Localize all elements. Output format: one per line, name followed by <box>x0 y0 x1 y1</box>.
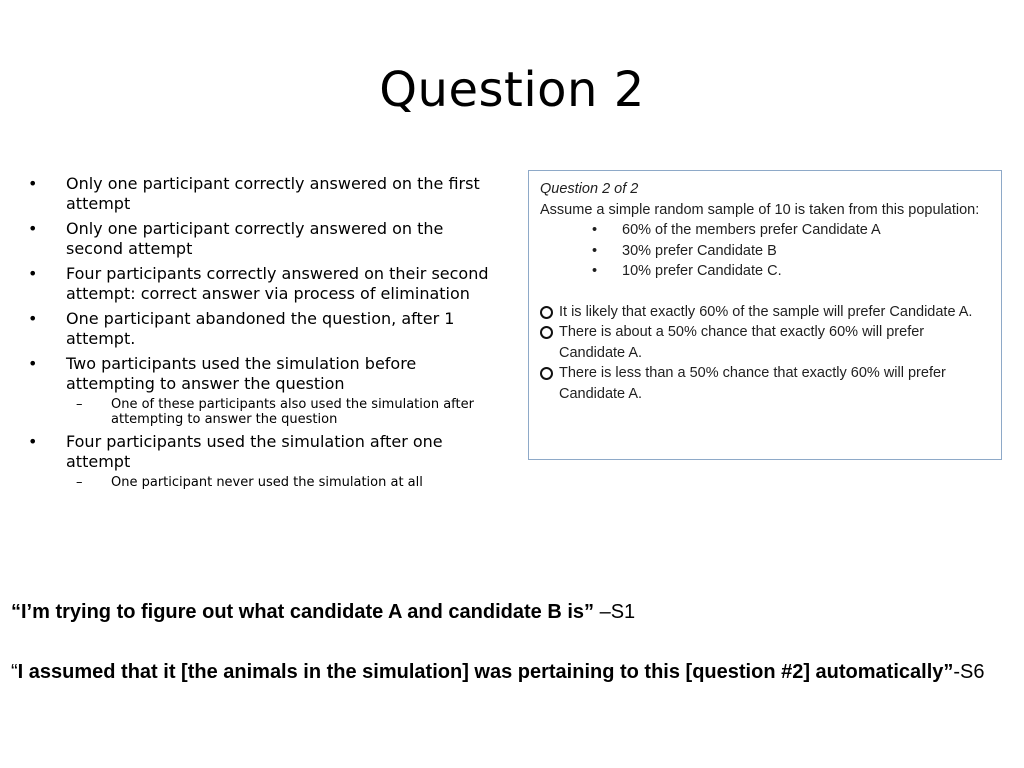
population-list <box>540 220 991 282</box>
quote-s6 <box>11 657 1011 687</box>
bullet-dot: • <box>28 219 38 238</box>
population-text: 30% prefer Candidate B <box>622 242 777 259</box>
population-dot: • <box>592 242 598 259</box>
quote-text: I assumed that it [the animals in the simulation] was pertaining to this [question #2] automatically” <box>17 661 954 683</box>
bullet-text: One participant abandoned the question, after 1 attempt. <box>66 309 455 348</box>
bullet-item <box>22 174 502 214</box>
bullet-item <box>22 309 502 349</box>
quote-open-mark: “ <box>11 661 18 683</box>
population-item <box>540 261 991 282</box>
slide-title: Question 2 <box>379 62 645 118</box>
quote-text: “I’m trying to figure out what candidate A and candidate B is” <box>11 601 595 623</box>
bullet-dot: • <box>28 264 38 283</box>
bullet-text: Only one participant correctly answered on the first attempt <box>66 174 480 213</box>
answer-choice[interactable] <box>540 363 991 404</box>
bullet-item <box>22 219 502 259</box>
quote-attribution: –S1 <box>594 601 636 623</box>
population-text: 60% of the members prefer Candidate A <box>622 222 881 238</box>
sub-bullet-item <box>22 397 502 427</box>
bullet-text: Only one participant correctly answered on the second attempt <box>66 219 444 258</box>
sub-bullet-text: One of these participants also used the simulation after attempting to answer the question <box>111 397 474 427</box>
question-prompt: Assume a simple random sample of 10 is taken from this population: <box>540 201 980 218</box>
population-item <box>540 220 991 241</box>
radio-button-icon[interactable] <box>540 367 553 380</box>
spacer <box>540 282 991 302</box>
bullet-item <box>22 354 502 394</box>
bullet-text: Four participants correctly answered on their second attempt: correct answer via process of elimination <box>66 264 489 303</box>
bullet-text: Two participants used the simulation before attempting to answer the question <box>66 354 417 393</box>
bullet-dot: • <box>28 354 38 373</box>
bullet-text: Four participants used the simulation after one attempt <box>66 432 443 471</box>
answer-choice-text: There is less than a 50% chance that exactly 60% will prefer Candidate A. <box>559 365 946 402</box>
sub-bullet-item <box>22 475 502 490</box>
bullet-item <box>22 432 502 472</box>
sub-bullet-dash: – <box>76 475 83 490</box>
population-dot: • <box>592 222 598 238</box>
population-item <box>540 241 991 262</box>
sub-bullet-text: One participant never used the simulation at all <box>111 475 423 490</box>
question-header: Question 2 of 2 <box>540 181 639 197</box>
answer-choice-text: There is about a 50% chance that exactly 60% will prefer Candidate A. <box>559 324 925 361</box>
bullet-dot: • <box>28 432 38 451</box>
bullet-item <box>22 264 502 304</box>
bullet-dot: • <box>28 309 38 328</box>
bullet-dot: • <box>28 174 38 193</box>
radio-button-icon[interactable] <box>540 306 553 319</box>
population-dot: • <box>592 263 598 279</box>
sub-bullet-dash: – <box>76 397 83 412</box>
answer-choice[interactable] <box>540 322 991 363</box>
answer-choice-text: It is likely that exactly 60% of the sample will prefer Candidate A. <box>559 303 973 320</box>
quote-s1 <box>11 597 1011 627</box>
quote-attribution: -S6 <box>953 661 985 683</box>
question-screenshot <box>528 170 1002 460</box>
participant-quotes <box>11 597 1011 687</box>
radio-button-icon[interactable] <box>540 326 553 339</box>
bullet-list <box>22 174 502 495</box>
answer-choice[interactable] <box>540 302 991 323</box>
population-text: 10% prefer Candidate C. <box>622 263 782 279</box>
